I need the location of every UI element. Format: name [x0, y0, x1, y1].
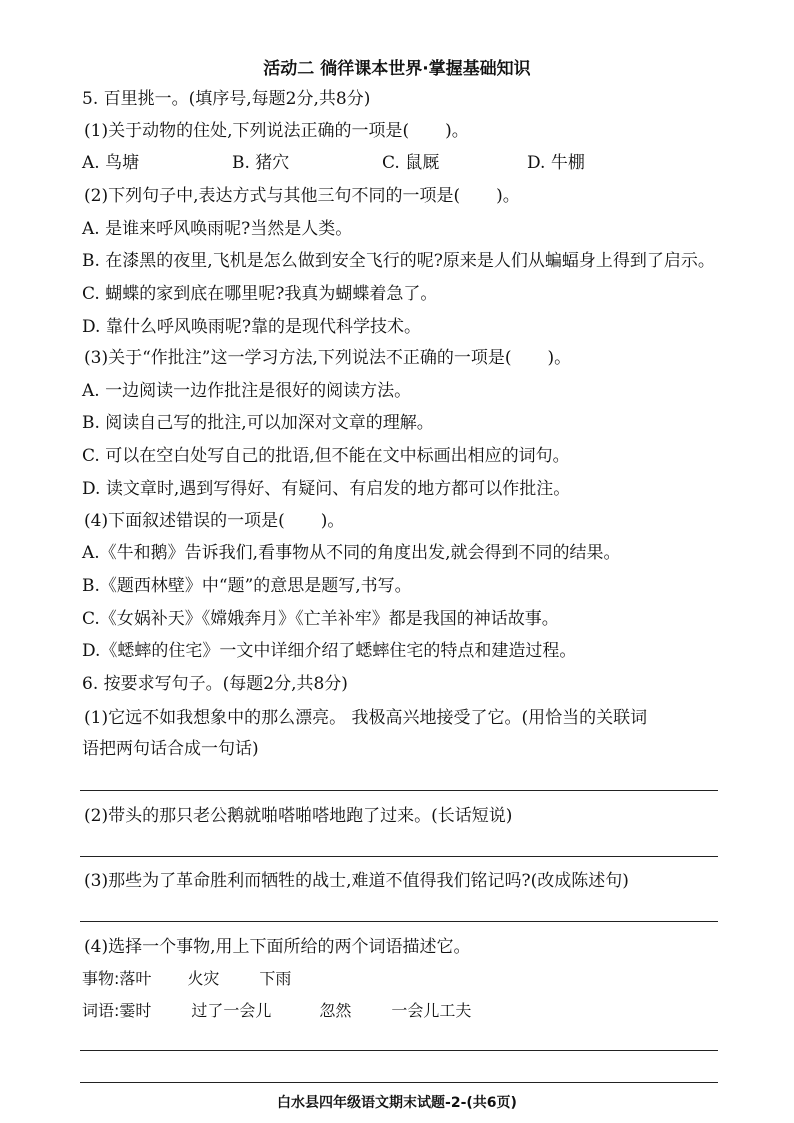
section-title: 活动二 徜徉课本世界·掌握基础知识 — [263, 59, 531, 79]
q5-3-stem — [84, 347, 571, 369]
q5-2-option-c: C. 蝴蝶的家到底在哪里呢?我真为蝴蝶着急了。 — [82, 284, 438, 304]
q5-3-option-c: C. 可以在空白处写自己的批语,但不能在文中标画出相应的词句。 — [82, 446, 570, 466]
q5-4-option-a: A.《牛和鹅》告诉我们,看事物从不同的角度出发,就会得到不同的结果。 — [82, 543, 621, 563]
q5-2-option-b: B. 在漆黑的夜里,飞机是怎么做到安全飞行的呢?原来是人们从蝙蝠身上得到了启示。 — [82, 251, 715, 271]
q6-3: (3)那些为了革命胜利而牺牲的战士,难道不值得我们铭记吗?(改成陈述句) — [84, 871, 629, 891]
word-4: 一会儿工夫 — [391, 1001, 472, 1020]
answer-line-2[interactable] — [80, 856, 718, 857]
q6-header: 6. 按要求写句子。(每题2分,共8分) — [82, 674, 348, 694]
q5-2-stem — [84, 185, 520, 207]
things-label: 事物: — [82, 969, 120, 988]
option-b: B. 猪穴 — [232, 153, 290, 173]
words-row — [82, 1000, 471, 1022]
q5-2-option-a: A. 是谁来呼风唤雨呢?当然是人类。 — [82, 219, 353, 239]
thing-3: 下雨 — [259, 969, 292, 988]
q5-3-option-b: B. 阅读自己写的批注,可以加深对文章的理解。 — [82, 413, 434, 433]
word-3: 忽然 — [319, 1001, 352, 1020]
words-label: 词语: — [82, 1001, 120, 1020]
q6-2: (2)带头的那只老公鹅就啪嗒啪嗒地跑了过来。(长话短说) — [84, 806, 513, 826]
answer-line-3[interactable] — [80, 921, 718, 922]
word-1: 霎时 — [119, 1001, 152, 1020]
answer-line-4[interactable] — [80, 1050, 718, 1051]
q5-3-option-a: A. 一边阅读一边作批注是很好的阅读方法。 — [82, 381, 412, 401]
q5-4-stem — [84, 510, 344, 532]
q5-3-stem-end: )。 — [547, 348, 572, 368]
option-d: D. 牛棚 — [527, 153, 585, 173]
q5-3-stem-text: (3)关于“作批注”这一学习方法,下列说法不正确的一项是( — [84, 348, 512, 368]
q5-3-option-d: D. 读文章时,遇到写得好、有疑问、有启发的地方都可以作批注。 — [82, 479, 571, 499]
q5-2-stem-end: )。 — [496, 186, 520, 206]
q5-4-option-c: C.《女娲补天》《嫦娥奔月》《亡羊补牢》都是我国的神话故事。 — [82, 609, 559, 629]
answer-line-1[interactable] — [80, 790, 718, 791]
q5-1-stem — [84, 120, 469, 142]
q5-4-stem-text: (4)下面叙述错误的一项是( — [84, 511, 285, 531]
q6-1-line1: (1)它远不如我想象中的那么漂亮。 我极高兴地接受了它。(用恰当的关联词 — [84, 708, 648, 728]
q5-2-stem-text: (2)下列句子中,表达方式与其他三句不同的一项是( — [84, 186, 461, 206]
page-footer: 白水县四年级语文期末试题-2-(共6页) — [277, 1095, 517, 1111]
things-row — [82, 968, 291, 990]
q5-4-option-d: D.《蟋蟀的住宅》一文中详细介绍了蟋蟀住宅的特点和建造过程。 — [82, 641, 577, 661]
answer-line-5[interactable] — [80, 1082, 718, 1083]
q5-1-stem-end: )。 — [445, 121, 469, 141]
q5-1-stem-text: (1)关于动物的住处,下列说法正确的一项是( — [84, 121, 410, 141]
q5-header: 5. 百里挑一。(填序号,每题2分,共8分) — [82, 89, 371, 109]
option-c: C. 鼠厩 — [382, 153, 440, 173]
q6-1-line2: 语把两句话合成一句话) — [82, 739, 259, 759]
q5-2-option-d: D. 靠什么呼风唤雨呢?靠的是现代科学技术。 — [82, 317, 421, 337]
q6-4: (4)选择一个事物,用上下面所给的两个词语描述它。 — [84, 937, 471, 957]
thing-2: 火灾 — [187, 969, 220, 988]
q5-4-stem-end: )。 — [320, 511, 345, 531]
option-a: A. 鸟塘 — [82, 153, 140, 173]
word-2: 过了一会儿 — [191, 1001, 272, 1020]
q5-4-option-b: B.《题西林壁》中“题”的意思是题写,书写。 — [82, 576, 412, 596]
thing-1: 落叶 — [119, 969, 152, 988]
